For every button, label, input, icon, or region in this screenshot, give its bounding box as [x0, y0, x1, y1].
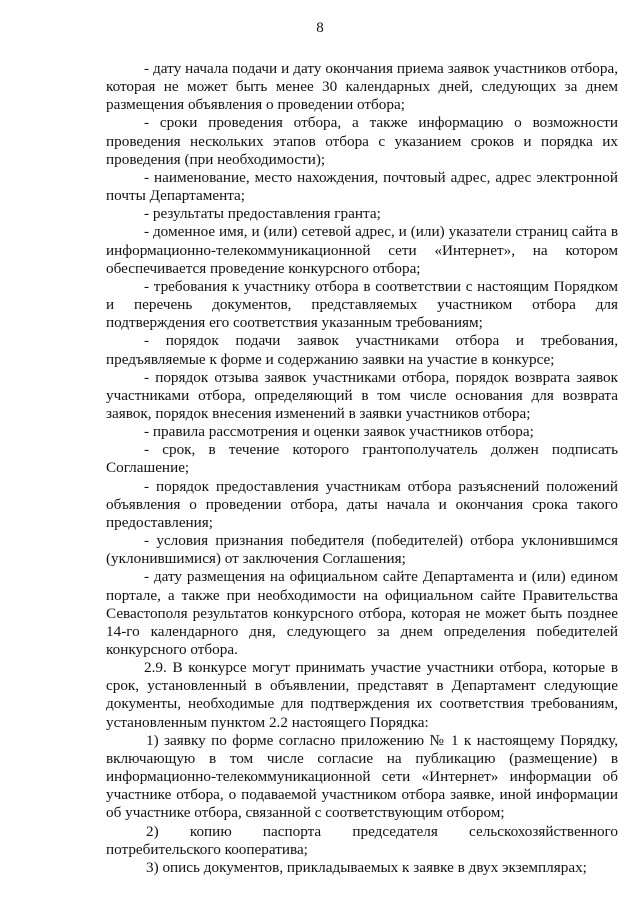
- paragraph: - дату размещения на официальном сайте Департамента и (или) едином портале, а также при необходимости на официальном сайте Правительства Севастополя результатов конкурсного отбора, которая не может быть позднее 14-го календарного дня, следующего за днем определения победителей конкурсного отбора.: [106, 568, 618, 658]
- paragraph: - срок, в течение которого грантополучатель должен подписать Соглашение;: [106, 441, 618, 477]
- paragraph: - порядок подачи заявок участниками отбора и требования, предъявляемые к форме и содержанию заявки на участие в конкурсе;: [106, 332, 618, 368]
- paragraph: - сроки проведения отбора, а также информацию о возможности проведения нескольких этапов отбора с указанием сроков и порядка их проведения (при необходимости);: [106, 114, 618, 168]
- paragraph: - результаты предоставления гранта;: [144, 205, 381, 223]
- paragraph: - порядок предоставления участникам отбора разъяснений положений объявления о проведении отбора, даты начала и окончания срока такого предоставления;: [106, 477, 618, 531]
- numbered-item: 3) опись документов, прикладываемых к заявке в двух экземплярах;: [146, 858, 587, 876]
- paragraph: - условия признания победителя (победителей) отбора уклонившимся (уклонившимися) от заключения Соглашения;: [106, 532, 618, 568]
- section-paragraph-2-9: 2.9. В конкурсе могут принимать участие участники отбора, которые в срок, установленный в объявлении, представят в Департамент следующие документы, необходимые для подтверждения их соответствия требованиям, установленным пунктом 2.2 настоящего Порядка:: [106, 659, 618, 731]
- document-body: [106, 60, 618, 877]
- paragraph: - порядок отзыва заявок участниками отбора, порядок возврата заявок участниками отбора, определяющий в том числе основания для возврата заявок, порядок внесения изменений в заявки участников отбора;: [106, 368, 618, 422]
- numbered-item: 2) копию паспорта председателя сельскохозяйственного потребительского кооператива;: [106, 822, 618, 858]
- paragraph: - доменное имя, и (или) сетевой адрес, и (или) указатели страниц сайта в информационно-телекоммуникационной сети «Интернет», на котором обеспечивается проведение конкурсного отбора;: [106, 223, 618, 277]
- page-number: 8: [316, 20, 324, 36]
- paragraph: - требования к участнику отбора в соответствии с настоящим Порядком и перечень документов, представляемых участником отбора для подтверждения его соответствия указанным требованиям;: [106, 277, 618, 332]
- numbered-item: 1) заявку по форме согласно приложению № 1 к настоящему Порядку, включающую в том числе согласие на публикацию (размещение) в информационно-телекоммуникационной сети «Интернет» информации об участнике отбора, о подаваемой участником отбора заявке, иной информации об участнике отбора, связанной с соответствующим отбором;: [106, 731, 618, 822]
- paragraph: - дату начала подачи и дату окончания приема заявок участников отбора, которая не может быть менее 30 календарных дней, следующих за днем размещения объявления о проведении отбора;: [106, 60, 618, 114]
- paragraph: - наименование, место нахождения, почтовый адрес, адрес электронной почты Департамента;: [106, 168, 618, 205]
- paragraph: - правила рассмотрения и оценки заявок участников отбора;: [144, 423, 534, 441]
